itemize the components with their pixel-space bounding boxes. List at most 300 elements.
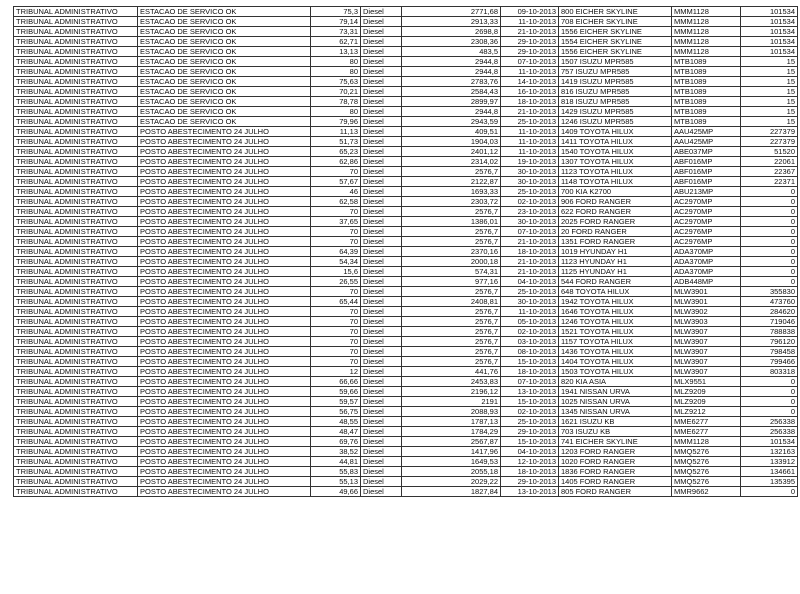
- litros-cell: 37,65: [311, 217, 361, 227]
- posto-cell: POSTO ABESTECIMENTO 24 JULHO: [138, 357, 311, 367]
- litros-cell: 56,75: [311, 407, 361, 417]
- matricula-cell: MTB1089: [672, 77, 741, 87]
- table-row: [14, 357, 798, 367]
- table-row: [14, 17, 798, 27]
- valor-cell: 2000,18: [402, 257, 501, 267]
- data-cell: 16-10-2013: [501, 87, 559, 97]
- table-row: [14, 417, 798, 427]
- litros-cell: 70: [311, 287, 361, 297]
- organismo-cell: TRIBUNAL ADMINISTRATIVO: [14, 477, 138, 487]
- table-row: [14, 377, 798, 387]
- data-cell: 29-10-2013: [501, 47, 559, 57]
- combustivel-cell: Diesel: [361, 107, 402, 117]
- data-cell: 18-10-2013: [501, 247, 559, 257]
- data-cell: 11-10-2013: [501, 137, 559, 147]
- data-cell: 11-10-2013: [501, 67, 559, 77]
- matricula-cell: ABF016MP: [672, 167, 741, 177]
- quilometragem-cell: 256338: [741, 417, 798, 427]
- quilometragem-cell: 799466: [741, 357, 798, 367]
- organismo-cell: TRIBUNAL ADMINISTRATIVO: [14, 467, 138, 477]
- combustivel-cell: Diesel: [361, 147, 402, 157]
- posto-cell: ESTACAO DE SERVICO OK: [138, 47, 311, 57]
- quilometragem-cell: 101534: [741, 7, 798, 17]
- viatura-cell: 800 EICHER SKYLINE: [559, 7, 672, 17]
- valor-cell: 2576,7: [402, 287, 501, 297]
- combustivel-cell: Diesel: [361, 297, 402, 307]
- posto-cell: POSTO ABESTECIMENTO 24 JULHO: [138, 237, 311, 247]
- data-cell: 18-10-2013: [501, 467, 559, 477]
- viatura-cell: 1246 ISUZU MPR585: [559, 117, 672, 127]
- valor-cell: 2122,87: [402, 177, 501, 187]
- litros-cell: 70: [311, 327, 361, 337]
- viatura-cell: 757 ISUZU MPR585: [559, 67, 672, 77]
- viatura-cell: 1148 TOYOTA HILUX: [559, 177, 672, 187]
- posto-cell: POSTO ABESTECIMENTO 24 JULHO: [138, 317, 311, 327]
- table-row: [14, 257, 798, 267]
- valor-cell: 2576,7: [402, 237, 501, 247]
- combustivel-cell: Diesel: [361, 427, 402, 437]
- valor-cell: 2196,12: [402, 387, 501, 397]
- posto-cell: POSTO ABESTECIMENTO 24 JULHO: [138, 207, 311, 217]
- quilometragem-cell: 355830: [741, 287, 798, 297]
- table-row: [14, 457, 798, 467]
- quilometragem-cell: 0: [741, 397, 798, 407]
- data-cell: 30-10-2013: [501, 297, 559, 307]
- matricula-cell: AC2970MP: [672, 197, 741, 207]
- valor-cell: 2303,72: [402, 197, 501, 207]
- valor-cell: 2191: [402, 397, 501, 407]
- table-row: [14, 487, 798, 497]
- valor-cell: 2308,36: [402, 37, 501, 47]
- valor-cell: 2783,76: [402, 77, 501, 87]
- litros-cell: 70: [311, 237, 361, 247]
- valor-cell: 1787,13: [402, 417, 501, 427]
- litros-cell: 80: [311, 67, 361, 77]
- combustivel-cell: Diesel: [361, 137, 402, 147]
- valor-cell: 2576,7: [402, 357, 501, 367]
- posto-cell: POSTO ABESTECIMENTO 24 JULHO: [138, 387, 311, 397]
- data-cell: 11-10-2013: [501, 147, 559, 157]
- organismo-cell: TRIBUNAL ADMINISTRATIVO: [14, 307, 138, 317]
- combustivel-cell: Diesel: [361, 27, 402, 37]
- data-cell: 21-10-2013: [501, 237, 559, 247]
- quilometragem-cell: 0: [741, 387, 798, 397]
- matricula-cell: MMM1128: [672, 437, 741, 447]
- organismo-cell: TRIBUNAL ADMINISTRATIVO: [14, 457, 138, 467]
- posto-cell: POSTO ABESTECIMENTO 24 JULHO: [138, 427, 311, 437]
- litros-cell: 62,58: [311, 197, 361, 207]
- viatura-cell: 1345 NISSAN URVA: [559, 407, 672, 417]
- litros-cell: 38,52: [311, 447, 361, 457]
- data-cell: 02-10-2013: [501, 197, 559, 207]
- data-cell: 07-10-2013: [501, 227, 559, 237]
- viatura-cell: 820 KIA ASIA: [559, 377, 672, 387]
- table-row: [14, 197, 798, 207]
- table-row: [14, 327, 798, 337]
- quilometragem-cell: 51520: [741, 147, 798, 157]
- table-row: [14, 217, 798, 227]
- posto-cell: POSTO ABESTECIMENTO 24 JULHO: [138, 487, 311, 497]
- viatura-cell: 1554 EICHER SKYLINE: [559, 37, 672, 47]
- data-cell: 25-10-2013: [501, 287, 559, 297]
- litros-cell: 12: [311, 367, 361, 377]
- table-row: [14, 97, 798, 107]
- posto-cell: ESTACAO DE SERVICO OK: [138, 77, 311, 87]
- litros-cell: 49,66: [311, 487, 361, 497]
- table-row: [14, 67, 798, 77]
- quilometragem-cell: 227379: [741, 137, 798, 147]
- matricula-cell: MTB1089: [672, 67, 741, 77]
- quilometragem-cell: 15: [741, 67, 798, 77]
- combustivel-cell: Diesel: [361, 77, 402, 87]
- matricula-cell: ABF016MP: [672, 157, 741, 167]
- quilometragem-cell: 15: [741, 77, 798, 87]
- posto-cell: POSTO ABESTECIMENTO 24 JULHO: [138, 197, 311, 207]
- posto-cell: ESTACAO DE SERVICO OK: [138, 27, 311, 37]
- table-row: [14, 207, 798, 217]
- posto-cell: ESTACAO DE SERVICO OK: [138, 57, 311, 67]
- quilometragem-cell: 0: [741, 197, 798, 207]
- quilometragem-cell: 0: [741, 227, 798, 237]
- quilometragem-cell: 101534: [741, 37, 798, 47]
- posto-cell: ESTACAO DE SERVICO OK: [138, 17, 311, 27]
- organismo-cell: TRIBUNAL ADMINISTRATIVO: [14, 417, 138, 427]
- quilometragem-cell: 788838: [741, 327, 798, 337]
- data-cell: 11-10-2013: [501, 127, 559, 137]
- combustivel-cell: Diesel: [361, 277, 402, 287]
- litros-cell: 26,55: [311, 277, 361, 287]
- posto-cell: ESTACAO DE SERVICO OK: [138, 67, 311, 77]
- data-cell: 21-10-2013: [501, 267, 559, 277]
- litros-cell: 66,66: [311, 377, 361, 387]
- quilometragem-cell: 796120: [741, 337, 798, 347]
- valor-cell: 2698,8: [402, 27, 501, 37]
- matricula-cell: ADB448MP: [672, 277, 741, 287]
- table-row: [14, 287, 798, 297]
- quilometragem-cell: 0: [741, 247, 798, 257]
- litros-cell: 62,86: [311, 157, 361, 167]
- table-row: [14, 227, 798, 237]
- combustivel-cell: Diesel: [361, 407, 402, 417]
- table-row: [14, 117, 798, 127]
- combustivel-cell: Diesel: [361, 257, 402, 267]
- valor-cell: 2576,7: [402, 167, 501, 177]
- data-cell: 11-10-2013: [501, 307, 559, 317]
- viatura-cell: 1351 FORD RANGER: [559, 237, 672, 247]
- combustivel-cell: Diesel: [361, 467, 402, 477]
- data-cell: 19-10-2013: [501, 157, 559, 167]
- combustivel-cell: Diesel: [361, 127, 402, 137]
- posto-cell: POSTO ABESTECIMENTO 24 JULHO: [138, 137, 311, 147]
- table-row: [14, 27, 798, 37]
- combustivel-cell: Diesel: [361, 177, 402, 187]
- posto-cell: POSTO ABESTECIMENTO 24 JULHO: [138, 327, 311, 337]
- quilometragem-cell: 256338: [741, 427, 798, 437]
- quilometragem-cell: 0: [741, 217, 798, 227]
- matricula-cell: MTB1089: [672, 57, 741, 67]
- organismo-cell: TRIBUNAL ADMINISTRATIVO: [14, 137, 138, 147]
- matricula-cell: ABU213MP: [672, 187, 741, 197]
- posto-cell: POSTO ABESTECIMENTO 24 JULHO: [138, 297, 311, 307]
- valor-cell: 2401,12: [402, 147, 501, 157]
- table-row: [14, 187, 798, 197]
- valor-cell: 483,5: [402, 47, 501, 57]
- posto-cell: POSTO ABESTECIMENTO 24 JULHO: [138, 467, 311, 477]
- organismo-cell: TRIBUNAL ADMINISTRATIVO: [14, 217, 138, 227]
- quilometragem-cell: 0: [741, 377, 798, 387]
- valor-cell: 1649,53: [402, 457, 501, 467]
- organismo-cell: TRIBUNAL ADMINISTRATIVO: [14, 257, 138, 267]
- valor-cell: 2576,7: [402, 327, 501, 337]
- organismo-cell: TRIBUNAL ADMINISTRATIVO: [14, 367, 138, 377]
- valor-cell: 2453,83: [402, 377, 501, 387]
- combustivel-cell: Diesel: [361, 437, 402, 447]
- matricula-cell: MTB1089: [672, 117, 741, 127]
- litros-cell: 79,14: [311, 17, 361, 27]
- quilometragem-cell: 803318: [741, 367, 798, 377]
- litros-cell: 57,67: [311, 177, 361, 187]
- valor-cell: 2576,7: [402, 227, 501, 237]
- matricula-cell: MLW3907: [672, 357, 741, 367]
- combustivel-cell: Diesel: [361, 447, 402, 457]
- matricula-cell: MTB1089: [672, 107, 741, 117]
- combustivel-cell: Diesel: [361, 337, 402, 347]
- valor-cell: 977,16: [402, 277, 501, 287]
- litros-cell: 48,55: [311, 417, 361, 427]
- organismo-cell: TRIBUNAL ADMINISTRATIVO: [14, 67, 138, 77]
- data-cell: 18-10-2013: [501, 367, 559, 377]
- valor-cell: 2576,7: [402, 347, 501, 357]
- table-row: [14, 407, 798, 417]
- combustivel-cell: Diesel: [361, 167, 402, 177]
- posto-cell: POSTO ABESTECIMENTO 24 JULHO: [138, 347, 311, 357]
- quilometragem-cell: 284620: [741, 307, 798, 317]
- organismo-cell: TRIBUNAL ADMINISTRATIVO: [14, 387, 138, 397]
- matricula-cell: MLW3902: [672, 307, 741, 317]
- valor-cell: 2576,7: [402, 207, 501, 217]
- data-cell: 09-10-2013: [501, 7, 559, 17]
- posto-cell: POSTO ABESTECIMENTO 24 JULHO: [138, 127, 311, 137]
- combustivel-cell: Diesel: [361, 287, 402, 297]
- valor-cell: 2944,8: [402, 107, 501, 117]
- organismo-cell: TRIBUNAL ADMINISTRATIVO: [14, 17, 138, 27]
- viatura-cell: 1405 FORD RANGER: [559, 477, 672, 487]
- quilometragem-cell: 0: [741, 277, 798, 287]
- matricula-cell: MME6277: [672, 427, 741, 437]
- organismo-cell: TRIBUNAL ADMINISTRATIVO: [14, 227, 138, 237]
- matricula-cell: MLW3903: [672, 317, 741, 327]
- posto-cell: POSTO ABESTECIMENTO 24 JULHO: [138, 227, 311, 237]
- quilometragem-cell: 227379: [741, 127, 798, 137]
- matricula-cell: MTB1089: [672, 87, 741, 97]
- matricula-cell: MLZ9212: [672, 407, 741, 417]
- posto-cell: POSTO ABESTECIMENTO 24 JULHO: [138, 307, 311, 317]
- table-row: [14, 247, 798, 257]
- organismo-cell: TRIBUNAL ADMINISTRATIVO: [14, 317, 138, 327]
- organismo-cell: TRIBUNAL ADMINISTRATIVO: [14, 277, 138, 287]
- quilometragem-cell: 22367: [741, 167, 798, 177]
- combustivel-cell: Diesel: [361, 387, 402, 397]
- posto-cell: POSTO ABESTECIMENTO 24 JULHO: [138, 447, 311, 457]
- combustivel-cell: Diesel: [361, 157, 402, 167]
- valor-cell: 2314,02: [402, 157, 501, 167]
- litros-cell: 73,31: [311, 27, 361, 37]
- litros-cell: 55,13: [311, 477, 361, 487]
- quilometragem-cell: 134661: [741, 467, 798, 477]
- organismo-cell: TRIBUNAL ADMINISTRATIVO: [14, 447, 138, 457]
- table-row: [14, 277, 798, 287]
- table-row: [14, 267, 798, 277]
- litros-cell: 80: [311, 107, 361, 117]
- litros-cell: 79,96: [311, 117, 361, 127]
- matricula-cell: MMM1128: [672, 37, 741, 47]
- litros-cell: 65,23: [311, 147, 361, 157]
- quilometragem-cell: 473760: [741, 297, 798, 307]
- posto-cell: POSTO ABESTECIMENTO 24 JULHO: [138, 287, 311, 297]
- organismo-cell: TRIBUNAL ADMINISTRATIVO: [14, 147, 138, 157]
- data-cell: 05-10-2013: [501, 317, 559, 327]
- posto-cell: POSTO ABESTECIMENTO 24 JULHO: [138, 437, 311, 447]
- quilometragem-cell: 101534: [741, 47, 798, 57]
- matricula-cell: MMR9662: [672, 487, 741, 497]
- combustivel-cell: Diesel: [361, 67, 402, 77]
- table-row: [14, 397, 798, 407]
- viatura-cell: 1125 HYUNDAY H1: [559, 267, 672, 277]
- quilometragem-cell: 15: [741, 87, 798, 97]
- valor-cell: 2913,33: [402, 17, 501, 27]
- litros-cell: 75,3: [311, 7, 361, 17]
- organismo-cell: TRIBUNAL ADMINISTRATIVO: [14, 267, 138, 277]
- litros-cell: 54,34: [311, 257, 361, 267]
- litros-cell: 80: [311, 57, 361, 67]
- table-row: [14, 467, 798, 477]
- viatura-cell: 1429 ISUZU MPR585: [559, 107, 672, 117]
- data-cell: 15-10-2013: [501, 437, 559, 447]
- quilometragem-cell: 15: [741, 117, 798, 127]
- data-cell: 02-10-2013: [501, 327, 559, 337]
- viatura-cell: 741 EICHER SKYLINE: [559, 437, 672, 447]
- litros-cell: 70: [311, 347, 361, 357]
- fuel-records-table: [13, 6, 798, 497]
- litros-cell: 70: [311, 167, 361, 177]
- matricula-cell: MMQ5276: [672, 457, 741, 467]
- table-row: [14, 347, 798, 357]
- litros-cell: 11,13: [311, 127, 361, 137]
- combustivel-cell: Diesel: [361, 57, 402, 67]
- table-row: [14, 387, 798, 397]
- valor-cell: 441,76: [402, 367, 501, 377]
- viatura-cell: 648 TOYOTA HILUX: [559, 287, 672, 297]
- quilometragem-cell: 15: [741, 57, 798, 67]
- data-cell: 29-10-2013: [501, 427, 559, 437]
- valor-cell: 1386,01: [402, 217, 501, 227]
- viatura-cell: 1556 EICHER SKYLINE: [559, 27, 672, 37]
- viatura-cell: 1503 TOYOTA HILUX: [559, 367, 672, 377]
- posto-cell: POSTO ABESTECIMENTO 24 JULHO: [138, 417, 311, 427]
- posto-cell: POSTO ABESTECIMENTO 24 JULHO: [138, 257, 311, 267]
- valor-cell: 2943,59: [402, 117, 501, 127]
- viatura-cell: 544 FORD RANGER: [559, 277, 672, 287]
- viatura-cell: 1419 ISUZU MPR585: [559, 77, 672, 87]
- data-cell: 25-10-2013: [501, 117, 559, 127]
- matricula-cell: MMM1128: [672, 7, 741, 17]
- quilometragem-cell: 22061: [741, 157, 798, 167]
- organismo-cell: TRIBUNAL ADMINISTRATIVO: [14, 177, 138, 187]
- viatura-cell: 700 KIA K2700: [559, 187, 672, 197]
- matricula-cell: AC2976MP: [672, 227, 741, 237]
- organismo-cell: TRIBUNAL ADMINISTRATIVO: [14, 247, 138, 257]
- organismo-cell: TRIBUNAL ADMINISTRATIVO: [14, 187, 138, 197]
- posto-cell: POSTO ABESTECIMENTO 24 JULHO: [138, 147, 311, 157]
- viatura-cell: 708 EICHER SKYLINE: [559, 17, 672, 27]
- quilometragem-cell: 0: [741, 207, 798, 217]
- combustivel-cell: Diesel: [361, 237, 402, 247]
- data-cell: 04-10-2013: [501, 277, 559, 287]
- matricula-cell: ABF016MP: [672, 177, 741, 187]
- table-row: [14, 297, 798, 307]
- matricula-cell: MMM1128: [672, 27, 741, 37]
- valor-cell: 2584,43: [402, 87, 501, 97]
- organismo-cell: TRIBUNAL ADMINISTRATIVO: [14, 327, 138, 337]
- combustivel-cell: Diesel: [361, 397, 402, 407]
- organismo-cell: TRIBUNAL ADMINISTRATIVO: [14, 377, 138, 387]
- viatura-cell: 906 FORD RANGER: [559, 197, 672, 207]
- posto-cell: POSTO ABESTECIMENTO 24 JULHO: [138, 187, 311, 197]
- litros-cell: 59,57: [311, 397, 361, 407]
- quilometragem-cell: 15: [741, 97, 798, 107]
- table-row: [14, 37, 798, 47]
- organismo-cell: TRIBUNAL ADMINISTRATIVO: [14, 87, 138, 97]
- combustivel-cell: Diesel: [361, 487, 402, 497]
- data-cell: 08-10-2013: [501, 347, 559, 357]
- valor-cell: 1417,96: [402, 447, 501, 457]
- valor-cell: 2576,7: [402, 337, 501, 347]
- matricula-cell: MMM1128: [672, 47, 741, 57]
- posto-cell: POSTO ABESTECIMENTO 24 JULHO: [138, 457, 311, 467]
- combustivel-cell: Diesel: [361, 367, 402, 377]
- viatura-cell: 1646 TOYOTA HILUX: [559, 307, 672, 317]
- valor-cell: 2408,81: [402, 297, 501, 307]
- matricula-cell: MLW3901: [672, 297, 741, 307]
- viatura-cell: 1556 EICHER SKYLINE: [559, 47, 672, 57]
- table-row: [14, 447, 798, 457]
- quilometragem-cell: 0: [741, 257, 798, 267]
- matricula-cell: MMQ5276: [672, 467, 741, 477]
- litros-cell: 59,66: [311, 387, 361, 397]
- posto-cell: POSTO ABESTECIMENTO 24 JULHO: [138, 407, 311, 417]
- combustivel-cell: Diesel: [361, 97, 402, 107]
- matricula-cell: MLX9551: [672, 377, 741, 387]
- viatura-cell: 1941 NISSAN URVA: [559, 387, 672, 397]
- data-cell: 29-10-2013: [501, 37, 559, 47]
- organismo-cell: TRIBUNAL ADMINISTRATIVO: [14, 297, 138, 307]
- valor-cell: 2944,8: [402, 57, 501, 67]
- valor-cell: 2029,22: [402, 477, 501, 487]
- posto-cell: POSTO ABESTECIMENTO 24 JULHO: [138, 177, 311, 187]
- viatura-cell: 1019 HYUNDAY H1: [559, 247, 672, 257]
- valor-cell: 2567,87: [402, 437, 501, 447]
- organismo-cell: TRIBUNAL ADMINISTRATIVO: [14, 27, 138, 37]
- data-cell: 29-10-2013: [501, 477, 559, 487]
- table-row: [14, 307, 798, 317]
- data-cell: 21-10-2013: [501, 27, 559, 37]
- data-cell: 30-10-2013: [501, 217, 559, 227]
- viatura-cell: 1203 FORD RANGER: [559, 447, 672, 457]
- data-cell: 21-10-2013: [501, 107, 559, 117]
- combustivel-cell: Diesel: [361, 247, 402, 257]
- viatura-cell: 1025 NISSAN URVA: [559, 397, 672, 407]
- data-cell: 07-10-2013: [501, 57, 559, 67]
